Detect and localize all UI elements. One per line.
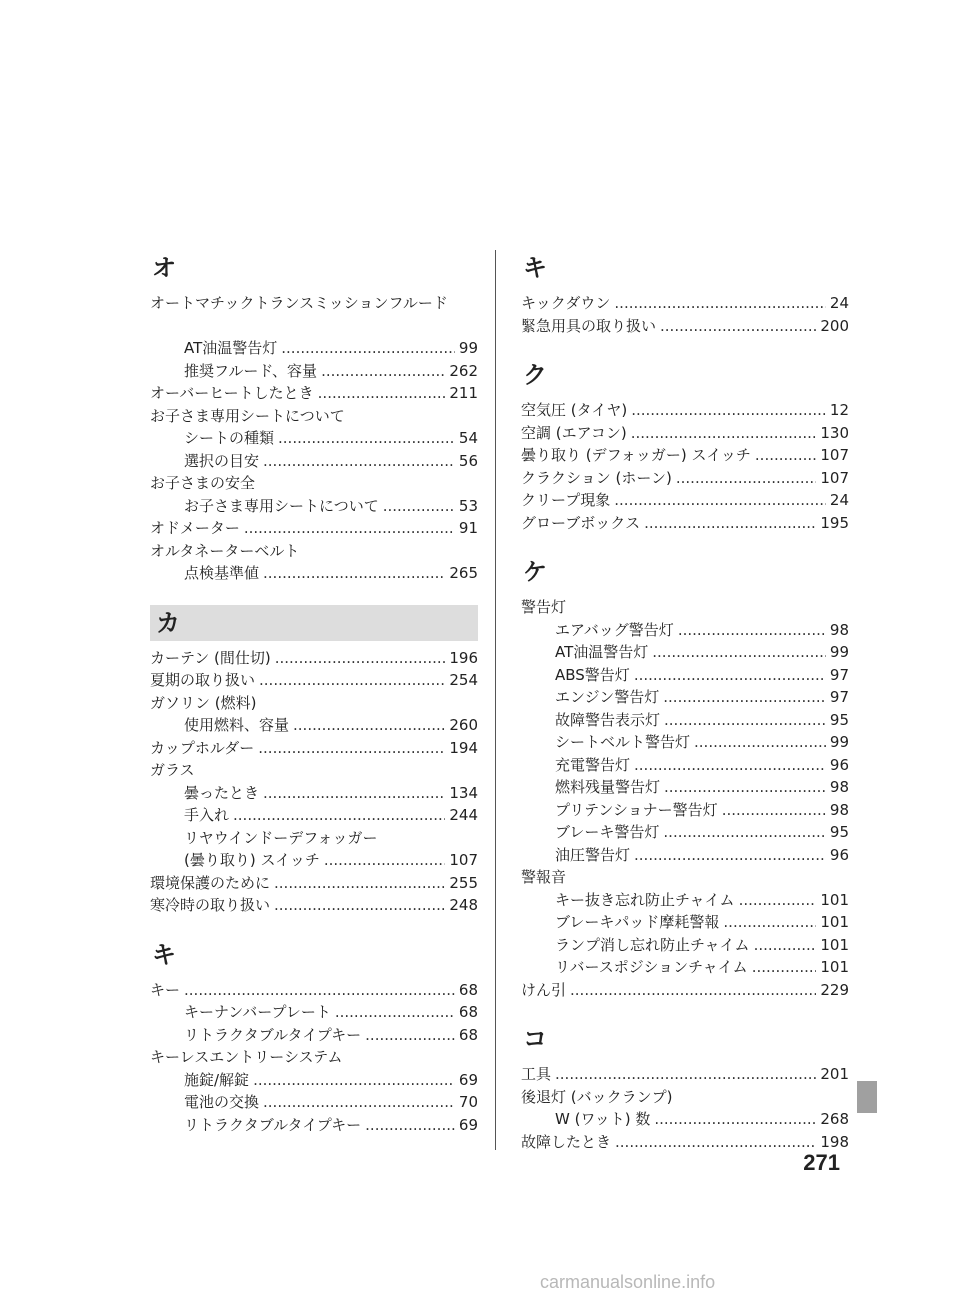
page-reference: 260: [449, 716, 478, 734]
index-subentry: [150, 562, 478, 585]
page-reference: 95: [829, 710, 849, 729]
page-reference: 244: [449, 806, 478, 824]
leader-dots: [263, 782, 445, 805]
index-subentry: [521, 686, 849, 709]
index-entry: [521, 1086, 849, 1109]
entry-text: 緊急用具の取り扱い: [521, 316, 657, 335]
entry-text: シートの種類: [184, 429, 275, 447]
page-reference: 98: [829, 620, 849, 639]
entry-text: 故障したとき: [521, 1132, 612, 1151]
leader-dots: [293, 714, 445, 737]
page-reference: 97: [829, 688, 849, 706]
entry-text: オートマチックトランスミッションフルード: [150, 294, 448, 312]
index-subentry: [150, 827, 478, 850]
index-entry: [150, 894, 478, 917]
entry-text: カップホルダー: [150, 738, 255, 757]
page-reference: 195: [820, 513, 849, 532]
index-subentry: [521, 641, 849, 664]
index-section: [521, 250, 849, 337]
leader-dots: [663, 821, 826, 844]
index-entry: [150, 759, 478, 782]
leader-dots: [660, 315, 816, 338]
index-entry: [521, 422, 849, 445]
page-reference: 24: [829, 491, 849, 509]
page-reference: 268: [820, 1110, 849, 1128]
page-reference: 101: [820, 935, 849, 954]
index-subentry: [521, 844, 849, 867]
entry-text: ブレーキパッド摩耗警報: [555, 913, 720, 931]
index-subentry: [150, 1069, 478, 1092]
leader-dots: [694, 731, 826, 754]
page-reference: 255: [449, 873, 478, 892]
leader-dots: [631, 399, 826, 422]
section-heading: キ: [152, 940, 176, 969]
page-reference: 101: [820, 890, 849, 909]
page-reference: 134: [449, 783, 478, 802]
index-entry: [150, 1046, 478, 1069]
entry-text: キー抜き忘れ防止チャイム: [555, 890, 735, 909]
entry-text: (曇り取り) スイッチ: [184, 851, 320, 869]
index-subentry: [150, 1091, 478, 1114]
entry-text: キー: [150, 980, 181, 999]
leader-dots: [555, 1063, 816, 1086]
leader-dots: [676, 467, 816, 490]
index-entry: [521, 489, 849, 512]
page-reference: 68: [458, 1003, 478, 1021]
leader-dots: [723, 911, 816, 934]
page-reference: 107: [820, 468, 849, 487]
leader-dots: [614, 489, 826, 512]
index-entry: [150, 872, 478, 895]
leader-dots: [258, 737, 445, 760]
leader-dots: [281, 337, 455, 360]
page-reference: 99: [829, 643, 849, 661]
index-subentry: [150, 782, 478, 805]
entry-text: キーレスエントリーシステム: [150, 1048, 343, 1066]
leader-dots: [722, 799, 826, 822]
entry-text: 油圧警告灯: [555, 845, 631, 864]
index-entry: [150, 979, 478, 1002]
entry-text: プリテンショナー警告灯: [555, 800, 718, 819]
index-subentry: [150, 714, 478, 737]
leader-dots: [263, 450, 455, 473]
index-entry: [521, 444, 849, 467]
entry-text: エアバッグ警告灯: [555, 620, 674, 639]
index-subentry: [150, 849, 478, 872]
page-reference: 196: [449, 648, 478, 667]
page-reference: 70: [458, 1093, 478, 1111]
leader-dots: [263, 562, 445, 585]
page-reference: 97: [829, 665, 849, 684]
index-subentry: [150, 1001, 478, 1024]
entry-text: 燃料残量警告灯: [555, 778, 661, 796]
entry-text: ガソリン (燃料): [150, 693, 257, 712]
page-reference: 262: [449, 361, 478, 380]
entry-text: ガラス: [150, 761, 195, 779]
right-index-column: [521, 250, 849, 1173]
page-reference: 99: [829, 733, 849, 751]
page-reference: 107: [449, 851, 478, 869]
entry-text: オルタネーターベルト: [150, 541, 300, 560]
index-entry: [521, 512, 849, 535]
leader-dots: [233, 804, 445, 827]
section-heading: ケ: [523, 558, 547, 586]
leader-dots: [365, 1114, 455, 1137]
entry-text: お子さま専用シートについて: [184, 496, 379, 515]
page-reference: 248: [449, 896, 478, 914]
entry-text: シートベルト警告灯: [555, 733, 691, 751]
entry-text: 環境保護のために: [150, 873, 271, 892]
entry-text: キックダウン: [521, 294, 611, 312]
index-subentry: [150, 360, 478, 383]
entry-text: お子さま専用シートについて: [150, 406, 345, 425]
leader-dots: [634, 754, 826, 777]
index-entry: [150, 540, 478, 563]
index-subentry: [150, 804, 478, 827]
entry-text: リバースポジションチャイム: [555, 958, 748, 976]
page-reference: 201: [820, 1065, 849, 1083]
page-reference: 99: [458, 339, 478, 357]
page-reference: 56: [458, 451, 478, 470]
leader-dots: [184, 979, 455, 1002]
leader-dots: [570, 979, 816, 1002]
leader-dots: [274, 894, 445, 917]
entry-text: ランプ消し忘れ防止チャイム: [555, 935, 750, 954]
page-reference: 194: [449, 738, 478, 757]
index-section: [150, 605, 478, 917]
leader-dots: [318, 382, 446, 405]
index-entry: [150, 692, 478, 715]
leader-dots: [324, 849, 445, 872]
entry-text: リトラクタブルタイプキー: [184, 1025, 362, 1044]
section-heading: ク: [523, 361, 547, 389]
index-entry: [150, 405, 478, 428]
entry-text: 手入れ: [184, 806, 230, 824]
index-subentry: [521, 821, 849, 844]
page-reference: 229: [820, 980, 849, 999]
page-reference: 95: [829, 823, 849, 841]
entry-text: カーテン (間仕切): [150, 648, 271, 667]
index-subentry: [521, 1108, 849, 1131]
leader-dots: [244, 517, 455, 540]
index-subentry: [521, 911, 849, 934]
entry-text: 点検基準値: [184, 564, 260, 582]
left-index-column: [150, 250, 478, 1156]
index-subentry: [150, 495, 478, 518]
entry-text: エンジン警告灯: [555, 688, 660, 706]
entry-text: 工具: [521, 1065, 552, 1083]
leader-dots: [664, 776, 826, 799]
page-reference: 101: [820, 958, 849, 976]
leader-dots: [383, 495, 455, 518]
entry-text: 後退灯 (バックランプ): [521, 1087, 673, 1106]
leader-dots: [663, 686, 826, 709]
entry-text: 曇ったとき: [184, 783, 260, 802]
index-entry: [150, 472, 478, 495]
leader-dots: [365, 1024, 455, 1047]
entry-text: 曇り取り (デフォッガー) スイッチ: [521, 446, 751, 464]
page-reference: 69: [458, 1115, 478, 1134]
page-reference: 98: [829, 778, 849, 796]
leader-dots: [278, 427, 455, 450]
index-subentry: [521, 889, 849, 912]
index-subentry: [150, 1114, 478, 1137]
section-heading: オ: [152, 254, 176, 282]
page-reference: 211: [449, 384, 478, 402]
index-entry: [150, 292, 478, 337]
entry-text: 空調 (エアコン): [521, 423, 627, 442]
entry-text: AT油温警告灯: [184, 339, 278, 357]
page-reference: 12: [829, 401, 849, 419]
index-entry: [150, 647, 478, 670]
leader-dots: [754, 934, 817, 957]
index-entry: [150, 669, 478, 692]
leader-dots: [652, 641, 826, 664]
entry-text: W (ワット) 数: [555, 1110, 651, 1128]
entry-text: ABS警告灯: [555, 665, 630, 684]
page-reference: 200: [820, 316, 849, 335]
leader-dots: [253, 1069, 455, 1092]
leader-dots: [755, 444, 816, 467]
index-entry: [521, 979, 849, 1002]
index-subentry: [521, 776, 849, 799]
thumb-index-tab: [857, 1081, 877, 1113]
entry-text: お子さまの安全: [150, 474, 256, 492]
index-section: [521, 357, 849, 534]
entry-text: 故障警告表示灯: [555, 710, 661, 729]
leader-dots: [614, 292, 826, 315]
leader-dots: [654, 1108, 816, 1131]
leader-dots: [631, 422, 817, 445]
index-entry: [150, 737, 478, 760]
watermark: carmanualsonline.info: [540, 1272, 716, 1292]
page-reference: 101: [820, 913, 849, 931]
section-heading: カ: [150, 605, 478, 641]
page-reference: 96: [829, 845, 849, 864]
index-subentry: [521, 934, 849, 957]
leader-dots: [644, 512, 816, 535]
index-subentry: [150, 427, 478, 450]
leader-dots: [259, 669, 445, 692]
page-reference: 130: [820, 423, 849, 442]
entry-text: キーナンバープレート: [184, 1003, 331, 1021]
index-subentry: [150, 450, 478, 473]
leader-dots: [664, 709, 826, 732]
index-subentry: [150, 337, 478, 360]
index-section: [150, 937, 478, 1137]
leader-dots: [615, 1131, 816, 1154]
page-reference: 91: [458, 519, 478, 537]
entry-text: AT油温警告灯: [555, 643, 649, 661]
entry-text: 選択の目安: [184, 451, 260, 470]
entry-text: オーバーヒートしたとき: [150, 384, 314, 402]
entry-text: 夏期の取り扱い: [150, 671, 256, 689]
page-reference: 54: [458, 429, 478, 447]
page-reference: 53: [458, 496, 478, 515]
page-reference: 254: [449, 671, 478, 689]
entry-text: 空気圧 (タイヤ): [521, 401, 628, 419]
leader-dots: [274, 872, 445, 895]
page-reference: 96: [829, 755, 849, 774]
page-reference: 107: [820, 446, 849, 464]
page-reference: 24: [829, 294, 849, 312]
index-subentry: [521, 956, 849, 979]
index-subentry: [521, 731, 849, 754]
leader-dots: [678, 619, 826, 642]
leader-dots: [752, 956, 817, 979]
index-subentry: [521, 664, 849, 687]
entry-text: 寒冷時の取り扱い: [150, 896, 271, 914]
index-entry: [521, 467, 849, 490]
entry-text: オドメーター: [150, 519, 240, 537]
leader-dots: [275, 647, 446, 670]
index-subentry: [150, 1024, 478, 1047]
page-reference: 198: [820, 1132, 849, 1151]
index-entry: [521, 399, 849, 422]
page-reference: 98: [829, 800, 849, 819]
index-entry: [521, 866, 849, 889]
page-number: 271: [803, 1150, 840, 1175]
entry-text: 警報音: [521, 868, 567, 886]
page-reference: 265: [449, 564, 478, 582]
entry-text: グローブボックス: [521, 513, 641, 532]
entry-text: けん引: [521, 980, 567, 999]
entry-text: 使用燃料、容量: [184, 716, 290, 734]
index-subentry: [521, 709, 849, 732]
index-section: [150, 250, 478, 585]
index-subentry: [521, 619, 849, 642]
section-heading: コ: [523, 1025, 547, 1053]
index-subentry: [521, 799, 849, 822]
entry-text: 充電警告灯: [555, 755, 631, 774]
entry-text: 電池の交換: [184, 1093, 260, 1111]
page-reference: 69: [458, 1070, 478, 1089]
entry-text: 警告灯: [521, 598, 567, 616]
entry-text: クラクション (ホーン): [521, 468, 672, 487]
entry-text: リヤウインドーデフォッガー: [184, 828, 378, 847]
index-entry: [521, 292, 849, 315]
leader-dots: [321, 360, 445, 383]
entry-text: クリープ現象: [521, 491, 611, 509]
section-heading: キ: [523, 254, 547, 282]
index-entry: [521, 1063, 849, 1086]
index-entry: [150, 382, 478, 405]
column-divider: [495, 250, 496, 1150]
leader-dots: [739, 889, 817, 912]
entry-text: 推奨フルード、容量: [184, 361, 318, 380]
page-reference: 68: [458, 980, 478, 999]
index-entry: [150, 517, 478, 540]
index-section: [521, 554, 849, 1001]
entry-text: ブレーキ警告灯: [555, 823, 660, 841]
page-reference: 68: [458, 1025, 478, 1044]
index-section: [521, 1021, 849, 1153]
entry-text: リトラクタブルタイプキー: [184, 1115, 362, 1134]
leader-dots: [634, 664, 826, 687]
index-subentry: [521, 754, 849, 777]
leader-dots: [634, 844, 826, 867]
entry-text: 施錠/解錠: [184, 1070, 250, 1089]
leader-dots: [335, 1001, 455, 1024]
index-entry: [521, 315, 849, 338]
index-entry: [521, 596, 849, 619]
leader-dots: [263, 1091, 455, 1114]
